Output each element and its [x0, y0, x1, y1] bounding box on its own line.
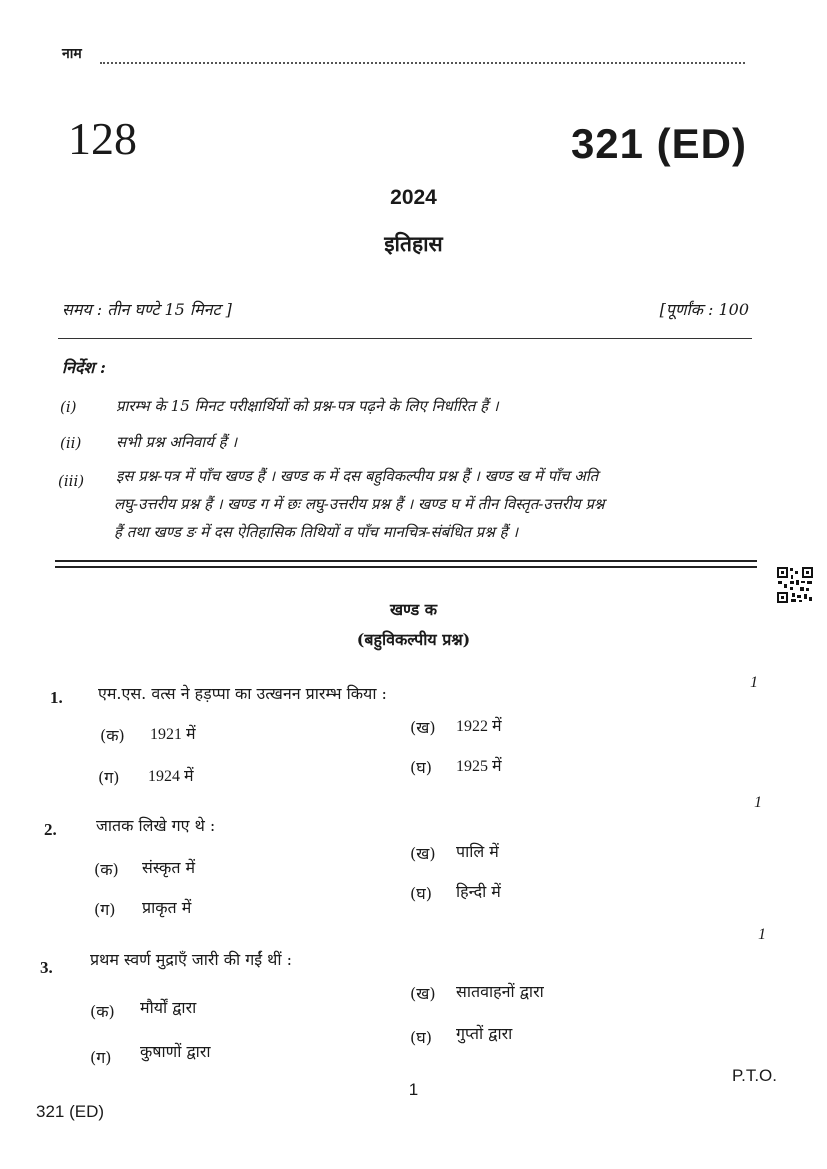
section-subtitle: (बहुविकल्पीय प्रश्न)	[356, 630, 471, 649]
option-text: 1922 में	[456, 718, 502, 735]
name-label: नाम	[62, 45, 82, 61]
instructions-heading: निर्देश :	[62, 358, 106, 377]
option-label: (क)	[90, 1002, 115, 1021]
question-text: प्रथम स्वर्ण मुद्राएँ जारी की गईं थीं :	[90, 950, 293, 969]
option-label: (ग)	[94, 900, 116, 919]
option-text: सातवाहनों द्वारा	[456, 982, 544, 1001]
question-text: जातक लिखे गए थे :	[96, 816, 216, 835]
pto-note: P.T.O.	[731, 1066, 777, 1085]
question-number: 3.	[40, 958, 53, 977]
option-label: (ख)	[410, 718, 436, 737]
max-marks: [पूर्णांक : 100	[659, 300, 749, 319]
option-label: (ग)	[98, 768, 120, 787]
page-number: 1	[408, 1080, 419, 1099]
instruction-text: हैं तथा खण्ड ङ में दस ऐतिहासिक तिथियों व पाँच मानचित्र-संबंधित प्रश्न हैं ।	[114, 523, 519, 541]
option-text: पालि में	[456, 842, 499, 861]
subject-title: इतिहास	[384, 231, 443, 256]
instruction-number: (iii)	[58, 472, 85, 490]
option-label: (घ)	[410, 884, 432, 903]
name-field-line	[100, 62, 745, 64]
option-text: 1921 में	[150, 726, 196, 743]
option-text: हिन्दी में	[456, 882, 501, 901]
option-label: (ग)	[90, 1048, 112, 1067]
exam-year: 2024	[390, 186, 437, 209]
instruction-text: लघु-उत्तरीय प्रश्न हैं । खण्ड ग में छः लघु-उत्तरीय प्रश्न हैं । खण्ड घ में तीन विस्तृत-उत्तरीय प्रश्न	[114, 495, 605, 513]
footer-paper-code: 321 (ED)	[36, 1102, 105, 1121]
instruction-number: (ii)	[60, 434, 82, 452]
question-text: एम.एस. वत्स ने हड़प्पा का उत्खनन प्रारम्भ किया :	[98, 684, 387, 703]
divider	[58, 338, 752, 339]
instruction-text: प्रारम्भ के 15 मिनट परीक्षार्थियों को प्रश्न-पत्र पढ़ने के लिए निर्धारित हैं ।	[116, 397, 499, 415]
instruction-number: (i)	[60, 398, 77, 416]
option-label: (क)	[100, 726, 125, 745]
section-title: खण्ड क	[389, 600, 438, 619]
option-label: (घ)	[410, 1028, 432, 1047]
option-text: मौर्यों द्वारा	[140, 998, 197, 1017]
question-number: 1.	[50, 688, 63, 707]
instruction-text: सभी प्रश्न अनिवार्य हैं ।	[116, 433, 238, 451]
instruction-text: इस प्रश्न-पत्र में पाँच खण्ड हैं । खण्ड क में दस बहुविकल्पीय प्रश्न हैं । खण्ड ख में पाँच अति	[116, 467, 599, 485]
paper-code: 321 (ED)	[570, 120, 747, 167]
double-divider	[55, 560, 757, 568]
question-marks: 1	[758, 926, 766, 943]
question-number: 2.	[44, 820, 57, 839]
time-allowed: समय : तीन घण्टे 15 मिनट ]	[62, 300, 232, 319]
option-text: 1924 में	[148, 768, 194, 785]
option-label: (घ)	[410, 758, 432, 777]
roll-number: 128	[68, 113, 137, 164]
option-text: प्राकृत में	[142, 898, 192, 917]
option-text: 1925 में	[456, 758, 502, 775]
question-marks: 1	[754, 794, 762, 811]
option-text: कुषाणों द्वारा	[140, 1042, 211, 1061]
option-label: (ख)	[410, 844, 436, 863]
option-text: संस्कृत में	[142, 858, 196, 877]
option-label: (क)	[94, 860, 119, 879]
question-marks: 1	[750, 674, 758, 691]
option-text: गुप्तों द्वारा	[456, 1024, 513, 1043]
option-label: (ख)	[410, 984, 436, 1003]
